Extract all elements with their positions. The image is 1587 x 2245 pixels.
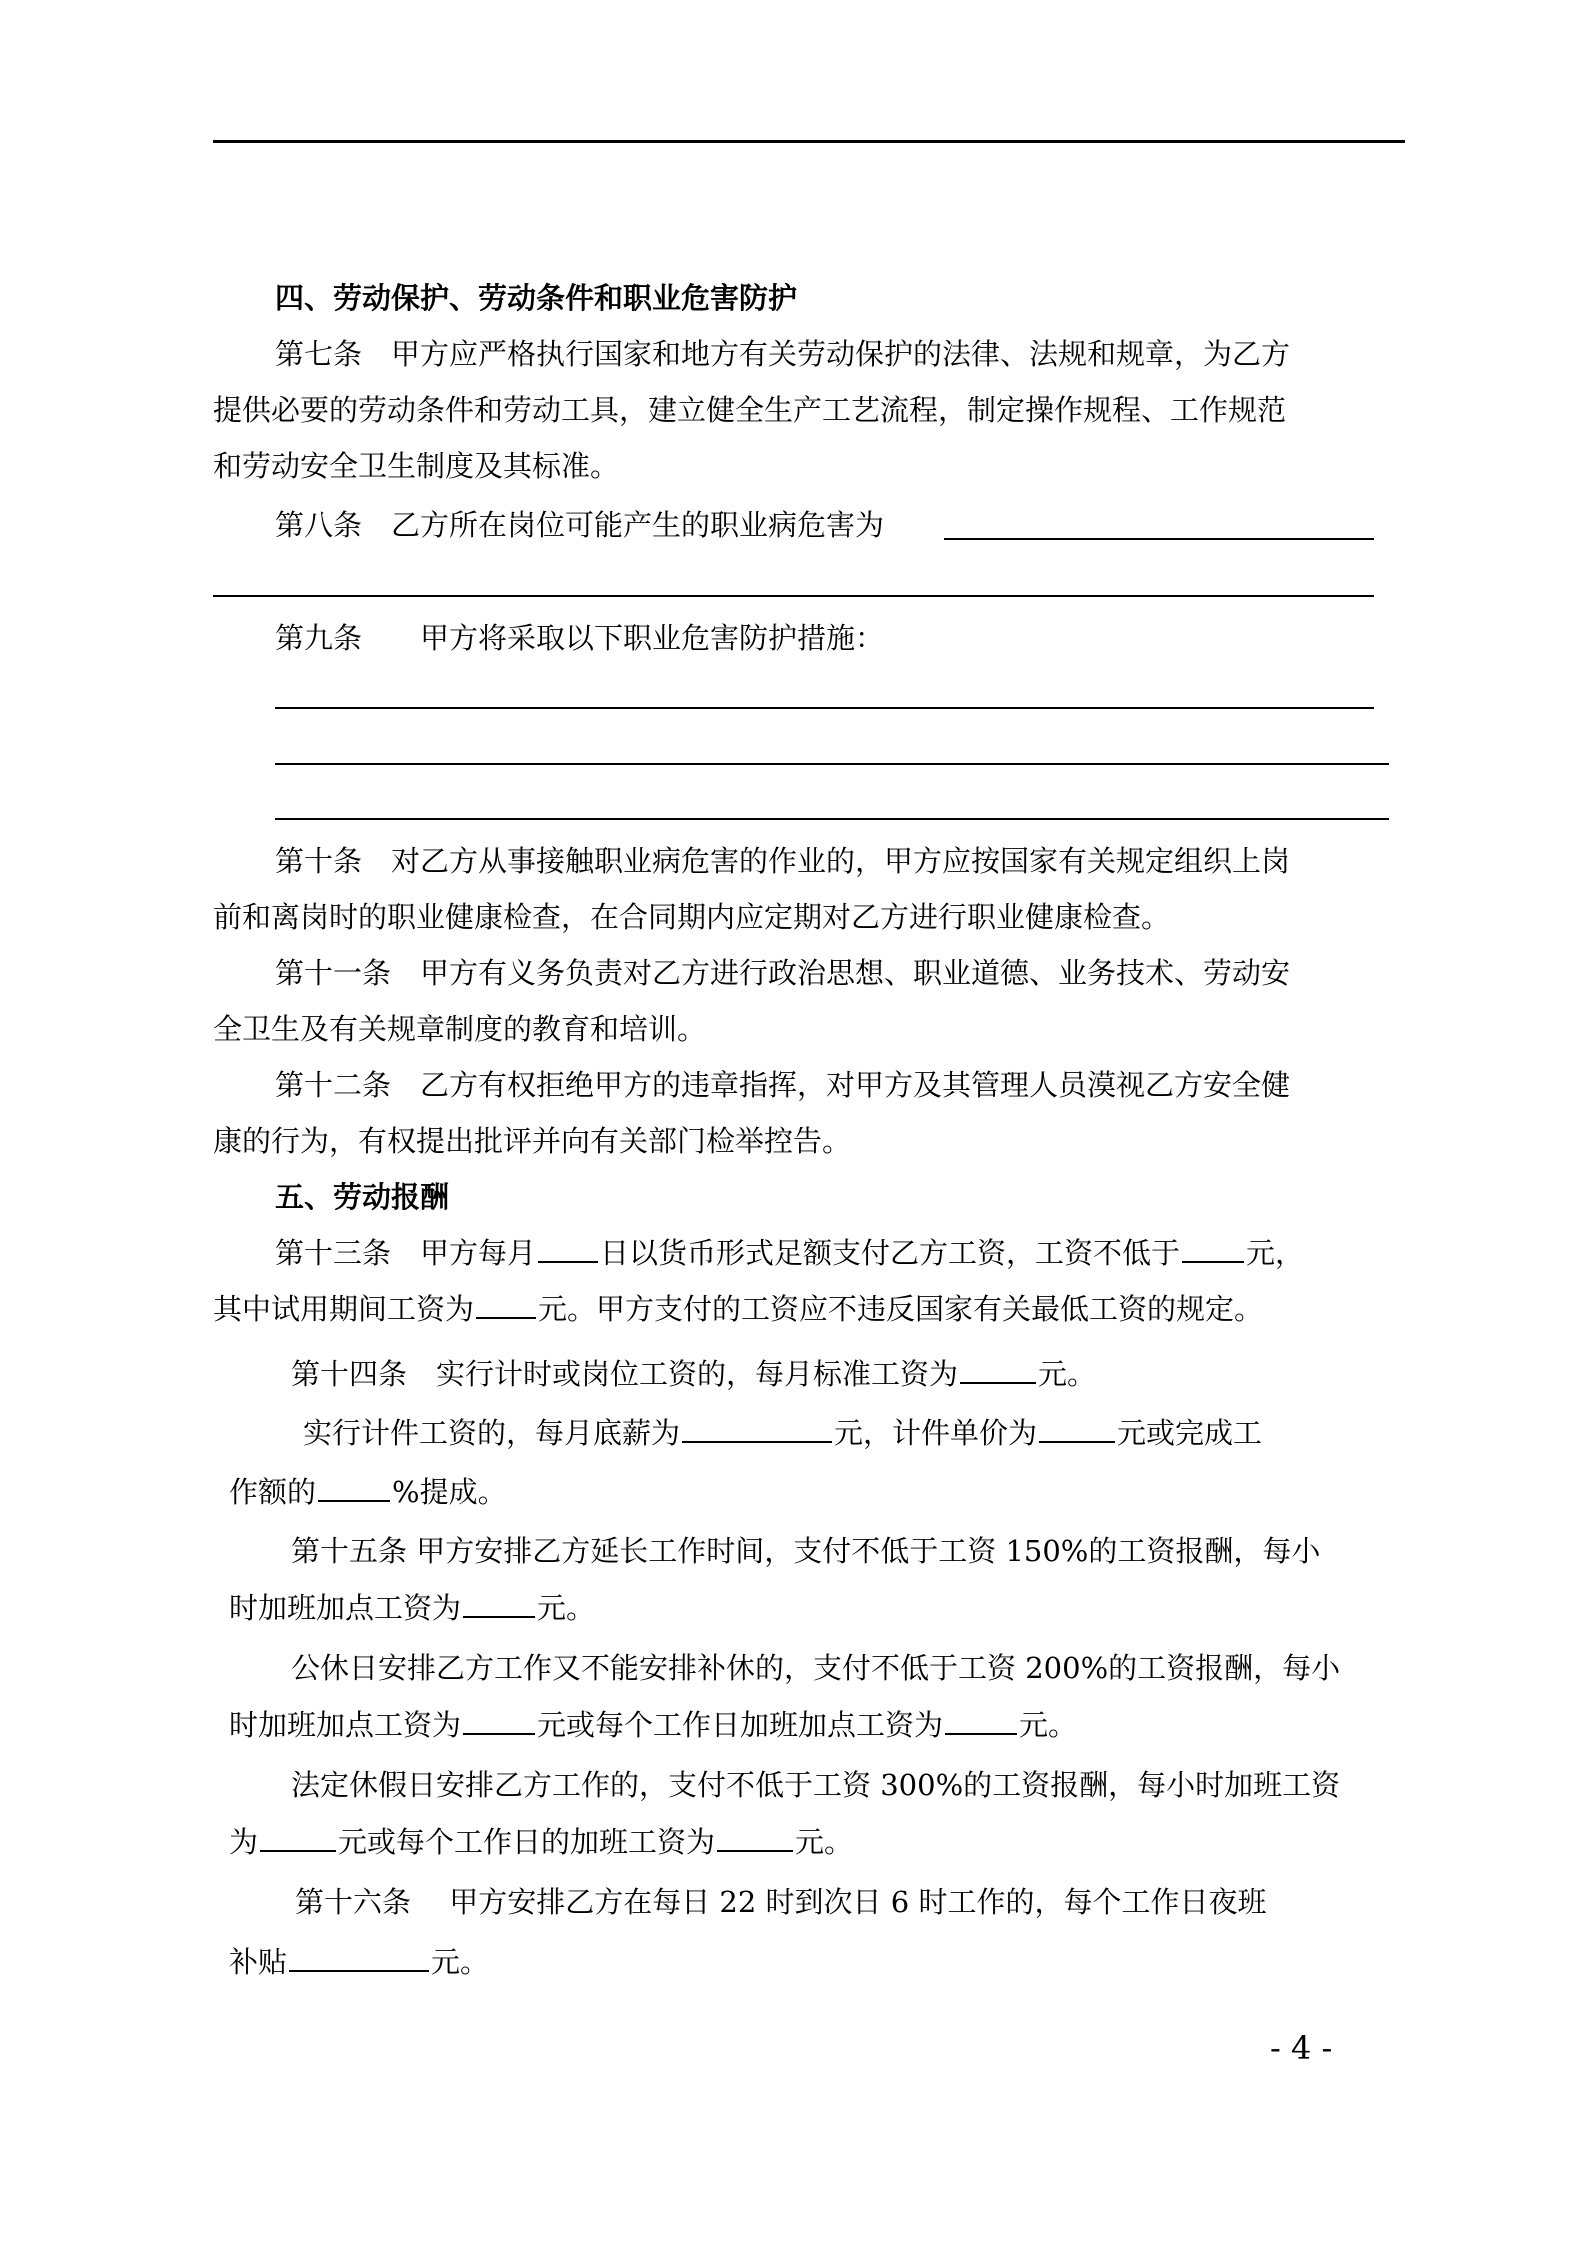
article-15-line-1: 第十五条 甲方安排乙方延长工作时间，支付不低于工资 150%的工资报酬，每小 <box>291 1534 1321 1568</box>
text: 元。 <box>431 1945 490 1979</box>
blank-field <box>1182 1227 1244 1263</box>
text: 补贴 <box>229 1945 288 1979</box>
article-12-line-1: 第十二条 乙方有权拒绝甲方的违章指挥，对甲方及其管理人员漠视乙方安全健 <box>275 1068 1291 1102</box>
article-15-line-6 <box>229 1814 853 1870</box>
page-number: - 4 - <box>1270 2029 1333 2067</box>
text: 元。甲方支付的工资应不违反国家有关最低工资的规定。 <box>538 1292 1264 1326</box>
article-13-line-2 <box>213 1281 1263 1337</box>
header-rule <box>213 140 1405 143</box>
text: 元。 <box>537 1591 596 1625</box>
article-7-line-1: 第七条 甲方应严格执行国家和地方有关劳动保护的法律、法规和规章，为乙方 <box>275 337 1291 371</box>
article-10-line-2: 前和离岗时的职业健康检查，在合同期内应定期对乙方进行职业健康检查。 <box>213 900 1171 934</box>
text: 元或每个工作日加班加点工资为 <box>537 1708 944 1742</box>
text: 日以货币形式足额支付乙方工资，工资不低于 <box>600 1236 1181 1270</box>
text: 元或每个工作日的加班工资为 <box>338 1825 716 1859</box>
article-12-line-2: 康的行为，有权提出批评并向有关部门检举控告。 <box>213 1124 852 1158</box>
text: 元，计件单价为 <box>834 1416 1038 1450</box>
section-heading-5: 五、劳动报酬 <box>275 1180 450 1214</box>
article-14-line-2 <box>303 1405 1262 1461</box>
text: %提成。 <box>392 1475 507 1509</box>
article-15-line-3: 公休日安排乙方工作又不能安排补休的，支付不低于工资 200%的工资报酬，每小 <box>291 1651 1341 1685</box>
blank-field <box>945 1699 1017 1735</box>
text: 第十三条 甲方每月 <box>275 1236 537 1270</box>
text: 时加班加点工资为 <box>229 1591 462 1625</box>
text: 元， <box>1246 1236 1305 1270</box>
article-14-line-1 <box>291 1346 1096 1402</box>
blank-line <box>275 818 1389 820</box>
text: 实行计件工资的，每月底薪为 <box>303 1416 681 1450</box>
text: 其中试用期间工资为 <box>213 1292 475 1326</box>
blank-field <box>717 1816 793 1852</box>
blank-field <box>318 1466 390 1502</box>
article-10-line-1: 第十条 对乙方从事接触职业病危害的作业的，甲方应按国家有关规定组织上岗 <box>275 844 1291 878</box>
article-13-line-1 <box>275 1225 1304 1281</box>
article-11-line-1: 第十一条 甲方有义务负责对乙方进行政治思想、职业道德、业务技术、劳动安 <box>275 956 1291 990</box>
article-15-line-2 <box>229 1580 595 1636</box>
text: 为 <box>229 1825 259 1859</box>
article-7-line-2: 提供必要的劳动条件和劳动工具，建立健全生产工艺流程，制定操作规程、工作规范 <box>213 393 1287 427</box>
blank-line <box>213 595 1374 597</box>
article-15-line-4 <box>229 1697 1077 1753</box>
article-16-line-2 <box>229 1934 489 1990</box>
text: 作额的 <box>229 1475 317 1509</box>
blank-field <box>463 1699 535 1735</box>
blank-field <box>289 1936 429 1972</box>
article-16-line-1: 第十六条 甲方安排乙方在每日 22 时到次日 6 时工作的，每个工作日夜班 <box>295 1885 1267 1919</box>
article-14-line-3 <box>229 1464 507 1520</box>
blank-field <box>538 1227 598 1263</box>
text: 时加班加点工资为 <box>229 1708 462 1742</box>
section-heading-4: 四、劳动保护、劳动条件和职业危害防护 <box>275 281 798 315</box>
blank-field <box>476 1283 536 1319</box>
blank-field <box>463 1582 535 1618</box>
article-15-line-5: 法定休假日安排乙方工作的，支付不低于工资 300%的工资报酬，每小时加班工资 <box>291 1768 1341 1802</box>
text: 元。 <box>1038 1357 1097 1391</box>
article-7-line-3: 和劳动安全卫生制度及其标准。 <box>213 449 620 483</box>
blank-line <box>275 707 1374 709</box>
blank-line <box>275 763 1389 765</box>
blank-field <box>260 1816 336 1852</box>
article-11-line-2: 全卫生及有关规章制度的教育和培训。 <box>213 1012 707 1046</box>
article-8: 第八条 乙方所在岗位可能产生的职业病危害为 <box>275 508 885 542</box>
blank-field <box>1039 1407 1115 1443</box>
text: 元。 <box>795 1825 854 1859</box>
blank-field <box>682 1407 832 1443</box>
text: 元。 <box>1019 1708 1078 1742</box>
article-9: 第九条 甲方将采取以下职业危害防护措施： <box>275 621 885 655</box>
text: 元或完成工 <box>1117 1416 1263 1450</box>
text: 第十四条 实行计时或岗位工资的，每月标准工资为 <box>291 1357 959 1391</box>
blank-field <box>960 1348 1036 1384</box>
blank-line <box>944 538 1374 540</box>
